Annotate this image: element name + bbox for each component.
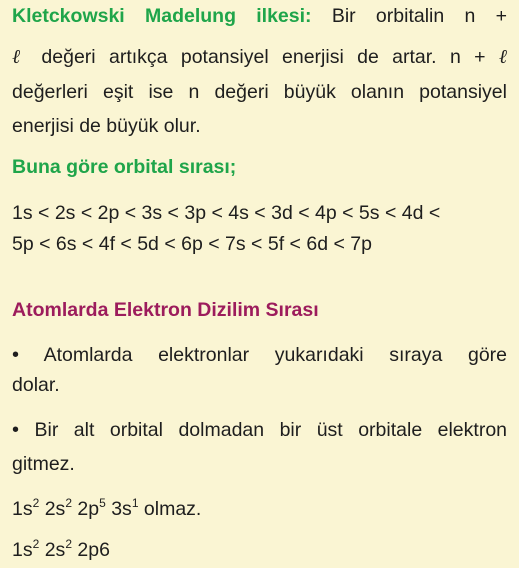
electron-config-heading: Atomlarda Elektron Dizilim Sırası: [12, 299, 319, 321]
config-term: 3s: [105, 498, 132, 520]
bullet-icon: •: [12, 419, 20, 441]
config-example-valid: [12, 538, 507, 562]
rule-text-1: Bir orbitalin n +: [331, 5, 507, 27]
config-term: 2p: [72, 498, 100, 520]
bullet-2-line-2: gitmez.: [12, 453, 75, 475]
config-superscript: 2: [32, 495, 40, 510]
rule-title: Kletckowski Madelung ilkesi:: [12, 5, 312, 27]
config-example-invalid: [12, 497, 507, 521]
config-superscript: 5: [99, 495, 106, 510]
bullet-2-text: Bir alt orbital dolmadan bir üst orbitale elektron: [34, 419, 508, 441]
config-superscript: 2: [32, 536, 40, 551]
config-term: 1s: [12, 498, 33, 520]
bullet-icon: •: [12, 344, 20, 366]
config-suffix: olmaz.: [138, 498, 202, 520]
ell-symbol-1: ℓ: [12, 45, 29, 68]
config-superscript: 1: [131, 495, 139, 510]
rule-line-4: enerjisi de büyük olur.: [12, 115, 201, 137]
bullet-2-line-1: [12, 418, 507, 442]
config-term: 2p6: [72, 539, 110, 561]
orbital-order-heading: Buna göre orbital sırası;: [12, 156, 237, 178]
config-superscript: 2: [65, 536, 72, 551]
rule-line-3: değerleri eşit ise n değeri büyük olanın potansiyel: [12, 81, 507, 103]
bullet-1-text: Atomlarda elektronlar yukarıdaki sıraya göre: [43, 344, 508, 366]
config-superscript: 2: [65, 495, 72, 510]
config-term: 1s: [12, 539, 33, 561]
orbital-order-line-2: 5p < 6s < 4f < 5d < 6p < 7s < 5f < 6d < 7p: [12, 233, 372, 255]
ell-symbol-2: ℓ: [498, 45, 508, 68]
rule-text-2: değeri artıkça potansiyel enerjisi de artar. n +: [41, 46, 486, 68]
rule-line-1: [12, 4, 507, 28]
bullet-1-line-1: [12, 343, 507, 367]
rule-line-2: [12, 45, 507, 69]
orbital-order-line-1: 1s < 2s < 2p < 3s < 3p < 4s < 3d < 4p < 5s < 4d <: [12, 202, 441, 224]
config-term: 2s: [39, 539, 66, 561]
config-term: 2s: [39, 498, 66, 520]
bullet-1-line-2: dolar.: [12, 374, 60, 396]
